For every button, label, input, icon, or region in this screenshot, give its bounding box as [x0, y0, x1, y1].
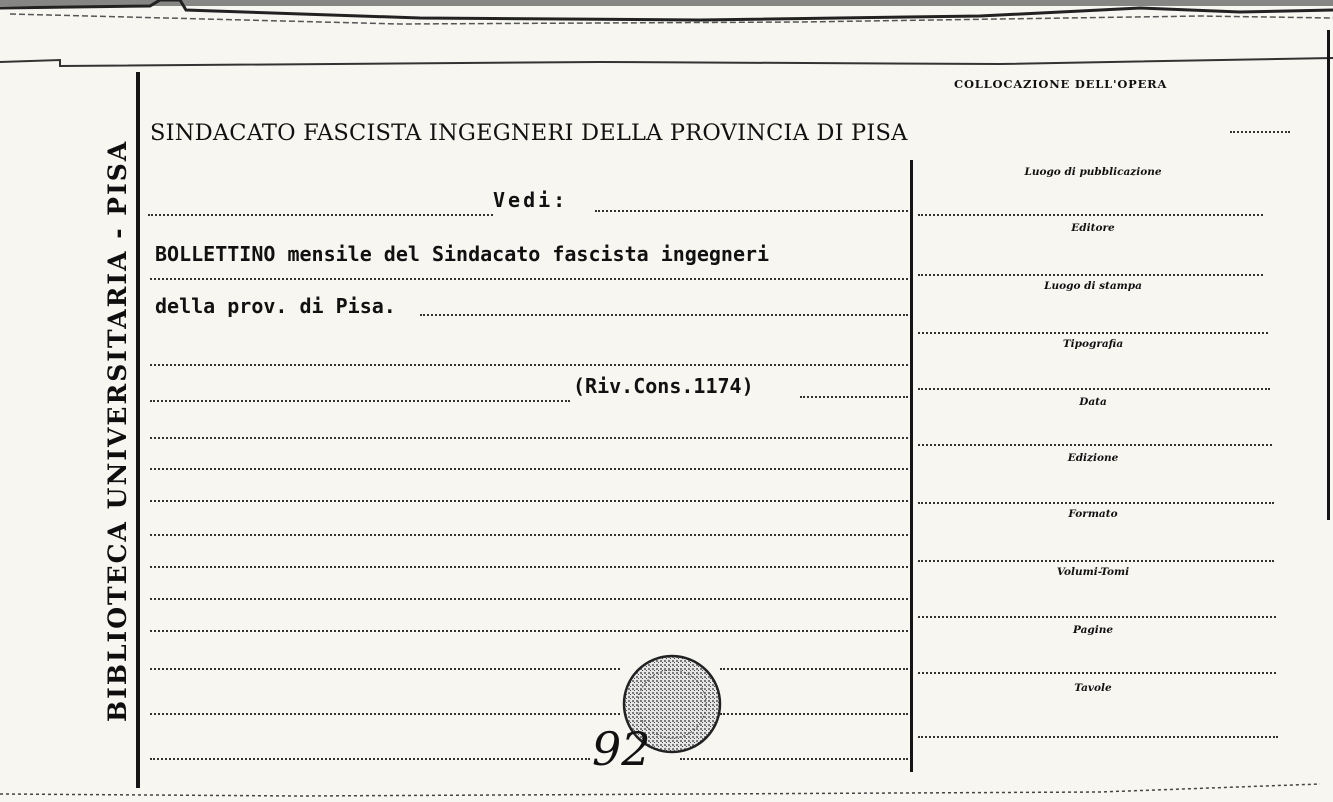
blank-rule [150, 668, 620, 670]
subject-heading: SINDACATO FASCISTA INGEGNERI DELLA PROVINCIA DI PISA [150, 120, 908, 146]
collocazione-label: COLLOCAZIONE DELL'OPERA [954, 77, 1168, 91]
blank-rule [680, 758, 908, 760]
entry-rule-ref-left [150, 400, 570, 402]
blank-rule [150, 566, 908, 568]
field-rule [918, 672, 1276, 674]
blank-rule [720, 668, 908, 670]
blank-rule [150, 758, 590, 760]
field-rule [918, 616, 1276, 618]
field-rule [918, 444, 1272, 446]
field-luogo-pubblicazione: Luogo di pubblicazione [1024, 166, 1162, 178]
field-luogo-stampa: Luogo di stampa [1044, 280, 1142, 292]
handwritten-number: 92 [592, 722, 651, 776]
field-rule [918, 560, 1274, 562]
field-editore: Editore [1071, 222, 1115, 234]
field-volumi-tomi: Volumi-Tomi [1056, 566, 1130, 578]
blank-rule [150, 630, 908, 632]
blank-rule [720, 713, 908, 715]
right-edge-rule [1327, 30, 1330, 520]
left-margin-rule [136, 72, 140, 788]
entry-rule-ref-right [800, 396, 908, 398]
entry-rule-1 [150, 278, 908, 280]
vedi-label: Vedi: [493, 188, 569, 212]
field-rule [918, 332, 1268, 334]
heading-rule [1230, 131, 1290, 133]
top-edge-band [0, 0, 1333, 28]
field-data: Data [1079, 396, 1107, 408]
field-tavole: Tavole [1074, 682, 1112, 694]
blank-rule [150, 598, 908, 600]
field-tipografia: Tipografia [1062, 338, 1124, 350]
entry-reference: (Riv.Cons.1174) [573, 374, 754, 398]
field-formato: Formato [1068, 508, 1118, 520]
field-edizione: Edizione [1067, 452, 1119, 464]
blank-rule [150, 713, 620, 715]
field-column-rule [910, 160, 913, 772]
blank-rule [150, 534, 908, 536]
entry-rule-3 [150, 364, 908, 366]
field-rule [918, 388, 1270, 390]
entry-line-1: BOLLETTINO mensile del Sindacato fascista ingegneri [155, 242, 770, 266]
bottom-edge [0, 780, 1333, 802]
field-rule [918, 502, 1274, 504]
field-rule [918, 736, 1278, 738]
entry-rule-2 [420, 314, 908, 316]
blank-rule [150, 437, 908, 439]
library-label: BIBLIOTECA UNIVERSITARIA - PISA [103, 139, 132, 722]
blank-rule [150, 500, 908, 502]
blank-rule [150, 468, 908, 470]
field-rule [918, 274, 1263, 276]
vedi-rule-right [595, 210, 908, 212]
field-rule [918, 214, 1263, 216]
vedi-rule-left [148, 214, 493, 216]
field-pagine: Pagine [1072, 624, 1114, 636]
entry-line-2: della prov. di Pisa. [155, 294, 396, 318]
